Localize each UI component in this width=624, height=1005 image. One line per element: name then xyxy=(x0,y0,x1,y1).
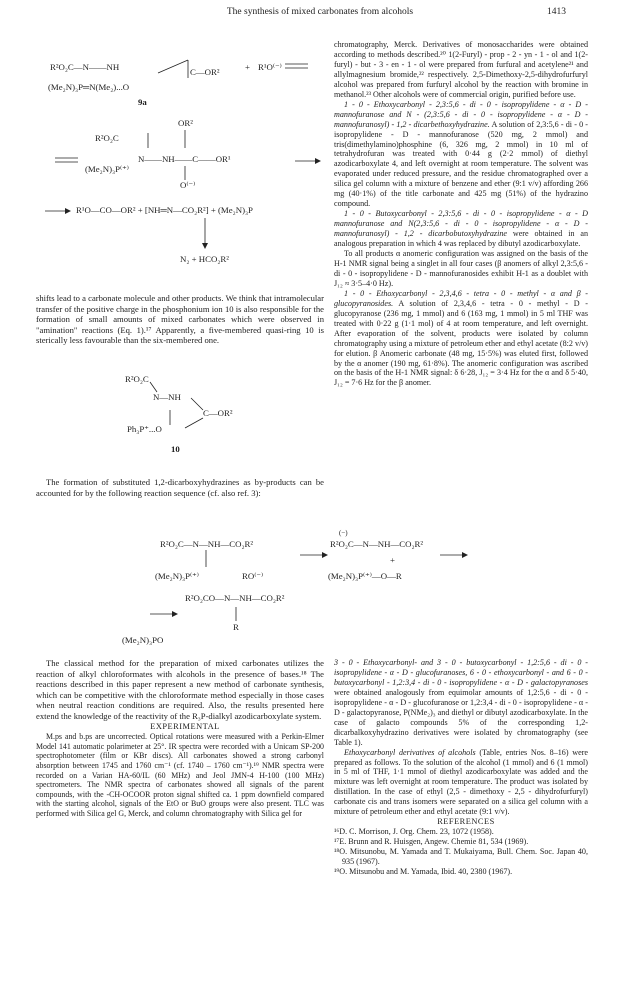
reaction-arrowhead xyxy=(315,158,321,164)
plus-sign: + xyxy=(390,555,395,565)
paragraph: 1 - 0 - Ethoxycarbonyl - 2,3,4,6 - tetra - 0 - methyl - α and β - glucopyranosides. A solution of 2,3,4,6 - tetra - 0 - methyl - D - glucopyranose (236 mg, 1 mmol) and 6 (163 mg, 1 mmol) in 5 ml THF was treated with 0·22 g (1·1 mol) of 4 at room temperature, and left overnight. After evaporation of the solvent, products were isolated by column chromatography using a mixture of petroleum ether and ethyl acetate (8:2 v/v) for elution. β Anomeric carbonate (48 mg, 15·5%) was eluted first, followed by the α anomer (190 mg, 61·8%). The anomeric configuration was ascribed on the basis of the H-1 NMR signal: δ 6·28, J₁₂ = 3·4 Hz for the α and δ 5·40, J₁₂ = 7·6 Hz for the β anomer. xyxy=(334,288,588,388)
right-column-bottom xyxy=(334,658,588,877)
reference-item: ¹⁹O. Mitsunobu and M. Yamada, Ibid. 40, 2380 (1967). xyxy=(334,867,513,877)
scheme-2-charge: (−) xyxy=(339,529,348,537)
scheme-2-alkoxide: RO⁽⁻⁾ xyxy=(242,571,264,581)
references-heading: REFERENCES xyxy=(437,817,495,827)
page-number: 1413 xyxy=(547,7,566,17)
structure-10 xyxy=(95,370,245,460)
scheme-2-alkoxyphosphonium: (Me₂N)₃P⁽⁺⁾—O—R xyxy=(328,571,402,581)
paragraph: Ethoxycarbonyl derivatives of alcohols (Table, entries Nos. 8–16) were prepared as follows. To the solution of the alcohol (1 mmol) and 6 (1 mmol) in 5 ml of THF, 1·1 mmol of diethyl azodicarboxylate was added and the mixture was left overnight at room temperature. The product was isolated by distillation. In the case of ethyl (2,5 - dimethoxy - 2,5 - dihydrofurfuryl) carbonate cis and trans isomers were separated on a silica gel column with a mixture of petroleum ether and ethyl acetate (9:1 v/v). xyxy=(334,747,588,817)
paragraph: The formation of substituted 1,2-dicarboxyhydrazines as by-products can be accounted for by the following reaction sequence (cf. also ref. 3): xyxy=(36,477,324,498)
scheme-2-hydrazine: R²O₂C—N—NH—CO₂R² xyxy=(160,539,254,549)
compound-name: 1 - 0 - Butoxycarbonyl - 2,3:5,6 - di - 0 - isopropylidene - α - D mannofuranose and N(2,3:5,6 - di - 0 - isopropylidene - α - D - mannofuranosyl) - 1,2 - dicarbobutoxyhydrazine xyxy=(334,209,588,239)
reaction-arrowhead xyxy=(172,611,178,617)
running-header xyxy=(0,7,624,21)
product-line: R¹O—CO—OR² + [NH═N—CO₂R²] + (Me₂N)₃P xyxy=(76,205,253,215)
paragraph: 1 - 0 - Butoxycarbonyl - 2,3:5,6 - di - 0 - isopropylidene - α - D mannofuranose and N(2,3:5,6 - di - 0 - isopropylidene - α - D - mannofuranosyl) - 1,2 - dicarbobutoxyhydrazine were obtained in an analogous preparation in which 4 was replaced by dibutyl azodicarboxylate. xyxy=(334,209,588,249)
reference-list xyxy=(334,827,588,877)
scheme-2-anion: R²O₂C—N—NH—CO₂R² xyxy=(330,539,424,549)
compound-name: 1 - 0 - Ethoxycarbonyl - 2,3:5,6 - di - 0 - isopropylidene - α - D - mannofuranose and N - (2,3:5,6 - di - 0 - isopropylidene - α - D - mannofuranosyl) - 1,2 - dicarbethoxyhydrazine. xyxy=(334,99,588,129)
reaction-arrowhead xyxy=(202,243,208,249)
intermediate-oxide: O⁽⁻⁾ xyxy=(180,180,196,190)
paragraph: To all products α anomeric configuration was assigned on the basis of the H-1 NMR signal being a singlet in all four cases (β anomers of alkyl 2,3:5,6 - di - 0 - isopropylidene - D - mannofuranosides exhibit H-1 as a doublet with J₁₂ ≈ 3·5–4·0 Hz). xyxy=(334,249,588,288)
scheme-1-arrows xyxy=(40,40,325,290)
reaction-arrowhead xyxy=(462,552,468,558)
reference-item: ¹⁷E. Brunn and R. Huisgen, Angew. Chemie 81, 534 (1969). xyxy=(334,837,529,847)
compound-name: 1 - 0 - Ethoxycarbonyl - 2,3,4,6 - tetra - 0 - methyl - α and β - glucopyranosides. xyxy=(334,288,588,308)
intermediate-chain: N——NH——C——OR¹ xyxy=(138,154,231,164)
reactant-chain: R²O₂C—N——NH xyxy=(50,62,120,72)
reaction-arrowhead xyxy=(65,208,71,214)
right-column-top xyxy=(334,40,588,388)
scheme-2-r-group: R xyxy=(233,622,239,632)
compound-name: Ethoxycarbonyl derivatives of alcohols xyxy=(344,747,476,757)
reaction-scheme-2 xyxy=(122,529,590,645)
bond-line xyxy=(158,60,188,73)
compound-label: 9a xyxy=(138,97,147,107)
paragraph: 1 - 0 - Ethoxycarbonyl - 2,3:5,6 - di - 0 - isopropylidene - α - D - mannofuranose and N - (2,3:5,6 - di - 0 - isopropylidene - α - D - mannofuranosyl) - 1,2 - dicarbethoxyhydrazine. A solution of 2,3:5,6 - di - 0 - isopropylidene - D - mannofuranose (520 mg, 2 mmol) and tris(dimethylamino)phosphine (6, 326 mg, 2 mmol) in 10 ml of tetrahydrofuran was treated with 0·44 g (2·2 mmol) of diethyl azodicarboxylate 4, and left overnight at room temperature. The solvent was evaporated under reduced pressure, and the residue chromatographed over a silica gel column with a mixture of benzene and ether (9:1 v/v) affording 266 mg (40·1%) of the title carbonate and 425 mg (51%) of the hydrazino compound. xyxy=(334,99,588,209)
structure-10-ester: R²O₂C xyxy=(125,374,149,384)
structure-10-carbon: C—OR² xyxy=(203,408,233,418)
bond-line xyxy=(185,418,203,428)
intermediate-phosphorus: (Me₂N)₃P⁽⁺⁾ xyxy=(85,164,129,174)
final-products: N₂ + HCO₂R² xyxy=(180,254,229,264)
structure-10-nn: N—NH xyxy=(153,392,181,402)
alkoxide-reagent: R¹O⁽⁻⁾ xyxy=(258,62,282,72)
reaction-arrowhead xyxy=(322,552,328,558)
reaction-scheme-1 xyxy=(40,40,325,290)
structure-10-label: 10 xyxy=(171,444,180,454)
compound-name: 3 - 0 - Ethoxycarbonyl- and 3 - 0 - butoxycarbonyl - 1,2:5,6 - di - 0 - isopropylidene - α - D - glucofuranoses, 6 - 0 - ethoxycarbonyl - and 6 - 0 - butoxycarbonyl - 1,2:3,4 - di - 0 - isopropylidene - α - D - galactopyranoses xyxy=(334,658,588,687)
paragraph: 3 - 0 - Ethoxycarbonyl- and 3 - 0 - butoxycarbonyl - 1,2:5,6 - di - 0 - isopropylidene - α - D - glucofuranoses, 6 - 0 - ethoxycarbonyl - and 6 - 0 - butoxycarbonyl - 1,2:3,4 - di - 0 - isopropylidene - α - D - galactopyranoses were obtained analogously from equimolar amounts of 1,2:5,6 - di - 0 - isopropylidene - α - D - glucofuranose or 1,2:3,4 - di - 0 - isopropylidene - α - D - galactopyranose, P(NMe₂)₃ and diethyl or dibutyl azodicarboxylate. In the case of galacto compounds 5% of the corresponding 1,2-dicarbalkoxyhydrazino derivatives were isolated by chromatography (see Table 1). xyxy=(334,658,588,747)
structure-10-phosphonium: Ph₃P⁺...O xyxy=(127,424,162,434)
left-column-mid xyxy=(36,477,324,498)
left-column-bottom xyxy=(36,658,324,819)
left-column-top xyxy=(36,293,324,346)
intermediate-or2: OR² xyxy=(178,118,193,128)
scheme-2-oxide: (Me₂N)₃PO xyxy=(122,635,164,645)
scheme-2-arrows xyxy=(150,535,590,645)
paragraph: The classical method for the preparation of mixed carbonates utilizes the reaction of alkyl chloroformates with alcohols in the presence of bases.¹⁸ The reactions described in this paper represent a new method of carbonate synthesis, which can be competitive with the chloroformate method especially in those cases when neutral reaction conditions are required. Also, the results presented here extend the knowledge of the reactivity of the R₃P-dialkyl azodicarboxylate system. xyxy=(36,658,324,721)
paragraph: M.ps and b.ps are uncorrected. Optical rotations were measured with a Perkin-Elmer Model 141 automatic polarimeter at 25°. IR spectra were recorded with a Unicam SP-200 spectrophotometer (film or KBr discs). All carbonates showed a strong carbonyl absorption between 1745 and 1760 cm⁻¹ (cf. 1740 – 1760 cm⁻¹).¹⁹ NMR spectra were recorded on a Varian HA-60/IL (60 MHz) and Jeol JMN-4 H-100 (100 MHz) spectrometers. The NMR spectra of carbonates showed all signals of the parent compounds, with the -CH-OCOOR proton signal shifted ca. 1 ppm downfield compared with the starting alcohol, signals of the EtO or BuO groups were also present. TLC was performed with Silica gel G, Merck, and column chromatography with Silica gel for xyxy=(36,732,324,818)
scheme-2-product: R²O₂CO—N—NH—CO₂R² xyxy=(185,593,285,603)
reactant-phosphorus: (Me₂N)₃P═N(Me₂)...O xyxy=(48,82,130,92)
plus-sign: + xyxy=(245,62,250,72)
reference-item: ¹⁸O. Mitsunobu, M. Yamada and T. Mukaiyama, Bull. Chem. Soc. Japan 40, 935 (1967). xyxy=(334,847,588,867)
paragraph: shifts lead to a carbonate molecule and other products. We think that intramolecular transfer of the positive charge in the phosphonium ion 10 is also responsible for the formation of small amounts of mixed carbonates which were observed in "amination" reactions (Eq. 1).¹⁷ Apparently, a five-membered quasi-ring 10 is sterically less favourable than the six-membered one. xyxy=(36,293,324,346)
reference-item: ¹⁶D. C. Morrison, J. Org. Chem. 23, 1072 (1958). xyxy=(334,827,494,837)
bond-line xyxy=(191,398,203,410)
bond-line xyxy=(150,382,157,392)
section-heading: EXPERIMENTAL xyxy=(150,721,220,731)
scheme-2-phosphonium: (Me₂N)₃P⁽⁺⁾ xyxy=(155,571,199,581)
paragraph: chromatography, Merck. Derivatives of monosaccharides were obtained according to methods described.²⁰ 1(2-Furyl) - prop - 2 - yn - 1 - ol and 1(2-furyl) - but - 3 - en - 1 - ol were prepared from furfural and acetylene²¹ and allylmagnesium bromide,²² respectively. 2,5-Dimethoxy-2,5-dihydrofurfuryl alcohol was prepared from furfuryl alcohol by the reaction with bromine in methanol.²³ Other alcohols were of commercial origin, purified before use. xyxy=(334,40,588,99)
intermediate-ester: R²O₂C xyxy=(95,133,119,143)
reactant-carbon: C—OR² xyxy=(190,67,220,77)
running-title: The synthesis of mixed carbonates from alcohols xyxy=(226,7,414,17)
